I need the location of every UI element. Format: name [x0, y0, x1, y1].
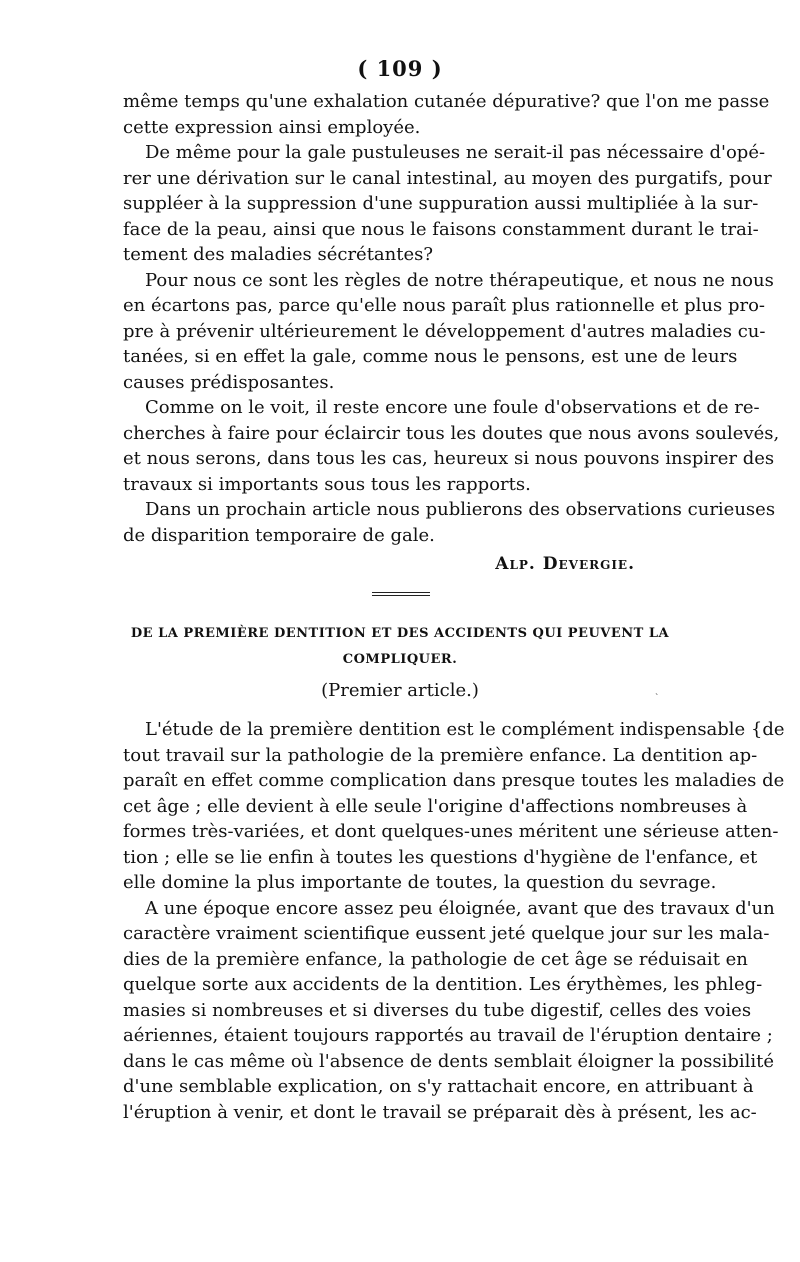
- text-line: tout travail sur la pathologie de la première enfance. La dentition ap-: [123, 744, 758, 766]
- text-line: de disparition temporaire de gale.: [123, 524, 435, 546]
- text-line: causes prédisposantes.: [123, 371, 335, 393]
- text-line: cette expression ainsi employée.: [123, 116, 421, 138]
- text-line: tanées, si en effet la gale, comme nous le pensons, est une de leurs: [123, 346, 738, 367]
- text-line: cherches à faire pour éclaircir tous les doutes que nous avons soulevés,: [123, 422, 780, 444]
- page-number: ( 109 ): [357, 56, 443, 81]
- text-line: cet âge ; elle devient à elle seule l'origine d'affections nombreuses à: [123, 795, 748, 817]
- text-line: Dans un prochain article nous publierons des observations curieuses: [145, 499, 776, 520]
- text-line: formes très-variées, et dont quelques-unes méritent une sérieuse atten-: [123, 821, 779, 842]
- article-title-continued: COMPLIQUER.: [342, 652, 458, 667]
- text-line: d'une semblable explication, on s'y rattachait encore, en attribuant à: [123, 1076, 754, 1097]
- text-line: même temps qu'une exhalation cutanée dépurative? que l'on me passe: [123, 91, 770, 112]
- text-line: elle domine la plus importante de toutes, la question du sevrage.: [123, 872, 717, 893]
- article-body: [123, 717, 785, 1125]
- section-divider: [372, 592, 430, 596]
- text-line: face de la peau, ainsi que nous le faisons constamment durant le trai-: [123, 218, 759, 240]
- author-signature: Alp. Devergie.: [495, 554, 635, 574]
- text-line: paraît en effet comme complication dans presque toutes les maladies de: [123, 770, 785, 791]
- text-line: caractère vraiment scientifique eussent jeté quelque jour sur les mala-: [123, 923, 770, 944]
- stray-mark: ˴: [655, 688, 659, 699]
- text-line: De même pour la gale pustuleuses ne serait-il pas nécessaire d'opé-: [145, 142, 766, 163]
- text-line: aériennes, étaient toujours rapportés au travail de l'éruption dentaire ;: [123, 1025, 773, 1046]
- text-line: quelque sorte aux accidents de la dentition. Les érythèmes, les phleg-: [123, 974, 763, 995]
- text-line: Comme on le voit, il reste encore une foule d'observations et de re-: [145, 397, 760, 418]
- text-line: Pour nous ce sont les règles de notre thérapeutique, et nous ne nous: [145, 269, 774, 291]
- text-line: L'étude de la première dentition est le complément indispensable {de: [145, 719, 785, 740]
- text-line: l'éruption à venir, et dont le travail se préparait dès à présent, les ac-: [123, 1101, 757, 1123]
- text-line: rer une dérivation sur le canal intestinal, au moyen des purgatifs, pour: [123, 167, 772, 189]
- text-line: et nous serons, dans tous les cas, heureux si nous pouvons inspirer des: [123, 448, 775, 469]
- text-line: A une époque encore assez peu éloignée, avant que des travaux d'un: [145, 897, 775, 919]
- text-line: dies de la première enfance, la pathologie de cet âge se réduisait en: [123, 948, 748, 970]
- text-line: masies si nombreuses et si diverses du tube digestif, celles des voies: [123, 999, 752, 1021]
- text-line: tement des maladies sécrétantes?: [123, 244, 434, 265]
- text-line: en écartons pas, parce qu'elle nous paraît plus rationnelle et plus pro-: [123, 295, 765, 316]
- text-line: dans le cas même où l'absence de dents semblait éloigner la possibilité: [123, 1050, 775, 1072]
- article-title: DE LA PREMIÈRE DENTITION ET DES ACCIDENTS QUI PEUVENT LA: [130, 626, 670, 641]
- previous-article-text: [123, 89, 780, 548]
- text-line: travaux si importants sous tous les rapports.: [123, 473, 531, 495]
- article-subtitle: (Premier article.): [321, 680, 479, 701]
- text-line: suppléer à la suppression d'une suppuration aussi multipliée à la sur-: [123, 193, 759, 214]
- text-line: tion ; elle se lie enfin à toutes les questions d'hygiène de l'enfance, et: [123, 846, 758, 868]
- text-line: pre à prévenir ultérieurement le développement d'autres maladies cu-: [123, 320, 766, 342]
